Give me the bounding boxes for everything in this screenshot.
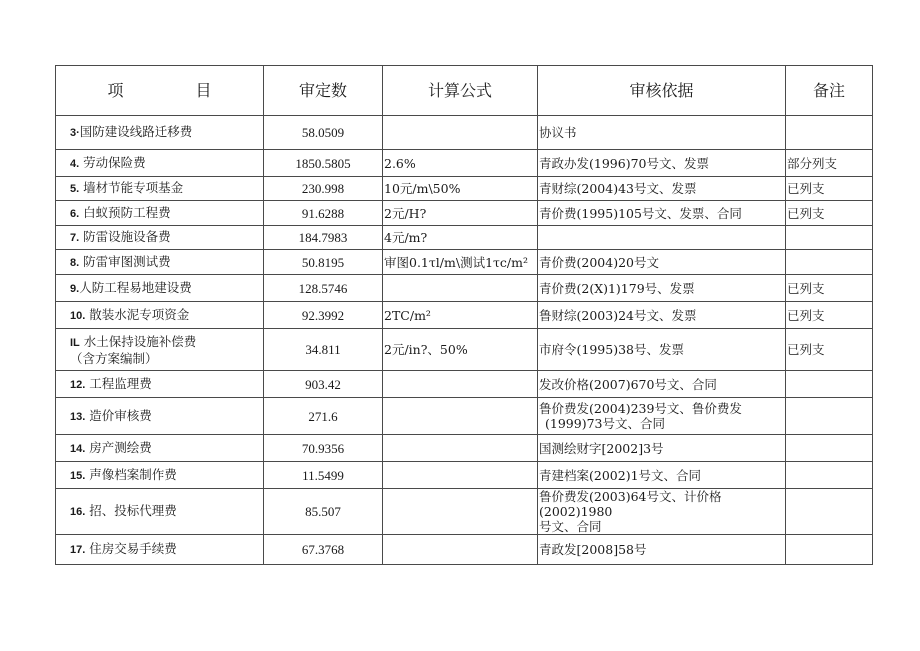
table-row [56,201,873,226]
cell-amount: 91.6288 [264,201,383,226]
cell-note [786,226,873,250]
cell-amount: 11.5499 [264,462,383,489]
item-number: 16. [70,506,86,518]
basis-text-line2: 号文、合同 [539,519,602,534]
item-number: 15. [70,469,86,482]
cell-note: 已列支 [786,177,873,201]
item-number: 3· [70,127,80,139]
table-row [56,275,873,302]
header-note: 备注 [786,66,873,116]
item-number: 6. [70,207,80,220]
cell-amount: 34.811 [264,329,383,371]
cell-note [786,116,873,150]
item-number: 14. [70,442,86,455]
item-name: 声像档案制作费 [85,466,177,482]
cell-note [786,462,873,489]
cell-note [786,398,873,435]
table-row [56,250,873,275]
cell-formula: 10元/m\50% [383,177,538,201]
item-name: 散装水泥专项资金 [85,306,190,322]
cell-basis [538,371,786,398]
cell-item [56,329,264,371]
item-number: 10. [70,309,86,322]
cell-note: 已列支 [786,302,873,329]
cell-amount: 903.42 [264,371,383,398]
table-row [56,535,873,565]
basis-text: 鲁价费发(2003)64号文、计价格(2002)1980 [539,489,722,519]
basis-text: 青建档案(2002)1号文、合同 [539,467,702,483]
cell-item [56,462,264,489]
cell-note [786,435,873,462]
item-name: 国防建设线路迁移费 [79,124,193,139]
basis-text: 鲁财综(2003)24号文、发票 [539,307,697,323]
header-item-left: 项 [107,81,124,100]
basis-text: 发改价格(2007)670号文、合同 [539,376,717,392]
item-name: 水土保持设施补偿费 [79,333,197,349]
cell-formula [383,116,538,150]
table-row [56,329,873,371]
cell-formula: 2元/in?、50% [383,329,538,371]
item-name: 招、投标代理费 [85,503,177,518]
table-row [56,462,873,489]
cell-amount: 184.7983 [264,226,383,250]
cell-formula [383,398,538,435]
basis-text: 国测绘财字[2002]3号 [539,440,664,456]
cell-basis [538,435,786,462]
cell-basis [538,116,786,150]
cell-amount: 92.3992 [264,302,383,329]
item-name: 工程监理费 [85,375,152,391]
cell-basis [538,489,786,535]
item-name: 住房交易手续费 [85,541,177,556]
header-item-right: 目 [195,81,212,100]
table-row [56,398,873,435]
table-row [56,302,873,329]
table-body [56,116,873,565]
item-number: 7. [70,232,80,244]
cell-item [56,489,264,535]
cell-formula: 4元/m? [383,226,538,250]
item-number: 12. [70,378,86,391]
item-number: 8. [70,256,80,269]
item-name-line2: （含方案编制） [70,350,158,366]
cell-basis [538,250,786,275]
basis-text: 青价费(1995)105号文、发票、合同 [539,205,742,221]
item-number: 9. [70,282,80,295]
cell-note [786,371,873,398]
basis-text: 青价费(2(X)1)179号、发票 [539,280,695,296]
cell-amount: 271.6 [264,398,383,435]
item-number: 13. [70,410,86,423]
cell-basis [538,462,786,489]
cell-amount: 1850.5805 [264,150,383,177]
cell-formula [383,371,538,398]
cell-item [56,371,264,398]
item-name: 防雷设施设备费 [79,229,171,244]
item-name: 房产测绘费 [85,439,152,455]
item-number: 17. [70,544,86,556]
header-row [56,66,873,116]
item-number: IL [70,336,80,349]
cell-note: 已列支 [786,275,873,302]
cell-basis [538,535,786,565]
fee-table [55,65,873,565]
cell-note [786,489,873,535]
table-row [56,371,873,398]
header-amount: 审定数 [264,66,383,116]
basis-text: 协议书 [539,125,577,140]
cell-note: 已列支 [786,329,873,371]
table-row [56,489,873,535]
cell-item [56,116,264,150]
cell-basis [538,177,786,201]
item-name: 白蚁预防工程费 [79,204,171,220]
cell-item [56,177,264,201]
cell-amount: 50.8195 [264,250,383,275]
cell-note: 已列支 [786,201,873,226]
cell-formula: 2TC/m² [383,302,538,329]
fee-table-sheet [55,65,872,565]
basis-text: 青政发[2008]58号 [539,542,647,557]
header-formula: 计算公式 [383,66,538,116]
cell-amount: 70.9356 [264,435,383,462]
header-item [56,66,264,116]
cell-formula: 2.6% [383,150,538,177]
cell-amount: 85.507 [264,489,383,535]
cell-formula [383,435,538,462]
item-name: 墙材节能专项基金 [79,180,184,195]
cell-item [56,150,264,177]
basis-text-line2: (1999)73号文、合同 [545,416,665,431]
cell-item [56,435,264,462]
cell-amount: 230.998 [264,177,383,201]
basis-text: 青价费(2004)20号文 [539,254,659,270]
basis-text: 市府令(1995)38号、发票 [539,342,684,357]
cell-basis [538,275,786,302]
cell-item [56,302,264,329]
cell-item [56,250,264,275]
item-name: 造价审核费 [85,407,152,423]
cell-basis [538,302,786,329]
table-row [56,116,873,150]
cell-basis [538,226,786,250]
item-name: 劳动保险费 [79,154,146,170]
cell-note [786,535,873,565]
cell-note: 部分列支 [786,150,873,177]
item-number: 4. [70,157,80,170]
item-name: 人防工程易地建设费 [79,279,192,295]
basis-text: 鲁价费发(2004)239号文、鲁价费发 [539,401,742,416]
table-row [56,177,873,201]
basis-text: 青财综(2004)43号文、发票 [539,181,697,196]
cell-formula [383,535,538,565]
header-basis: 审核依据 [538,66,786,116]
cell-item [56,275,264,302]
cell-formula [383,462,538,489]
cell-formula: 2元/H? [383,201,538,226]
basis-text: 青政办发(1996)70号文、发票 [539,155,709,171]
cell-basis [538,398,786,435]
cell-amount: 67.3768 [264,535,383,565]
cell-amount: 128.5746 [264,275,383,302]
cell-formula [383,489,538,535]
cell-amount: 58.0509 [264,116,383,150]
table-row [56,435,873,462]
cell-item [56,201,264,226]
item-number: 5. [70,183,80,195]
table-row [56,226,873,250]
cell-formula [383,275,538,302]
cell-basis [538,201,786,226]
cell-item [56,226,264,250]
cell-note [786,250,873,275]
cell-item [56,535,264,565]
table-row [56,150,873,177]
cell-basis [538,150,786,177]
cell-formula: 审图0.1τl/m\测试1τc/m² [383,250,538,275]
cell-item [56,398,264,435]
cell-basis [538,329,786,371]
item-name: 防雷审图测试费 [79,253,171,269]
